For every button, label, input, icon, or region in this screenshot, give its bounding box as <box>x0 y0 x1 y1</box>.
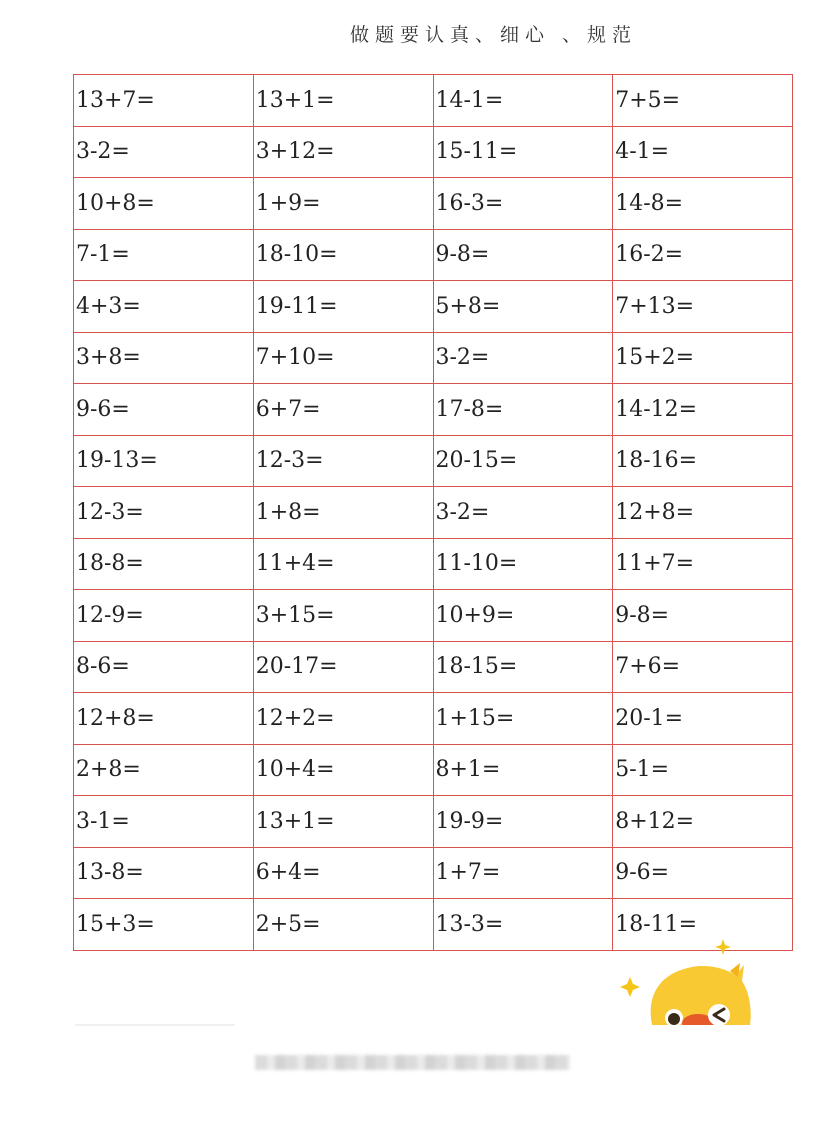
table-row <box>74 847 793 899</box>
problem-cell: 13-3= <box>433 899 613 951</box>
problem-cell: 18-10= <box>253 229 433 281</box>
problem-cell: 7+6= <box>613 641 793 693</box>
table-row <box>74 796 793 848</box>
table-row <box>74 538 793 590</box>
problem-cell: 12+2= <box>253 693 433 745</box>
problem-cell: 17-8= <box>433 384 613 436</box>
problem-cell: 20-15= <box>433 435 613 487</box>
problem-cell: 8+1= <box>433 744 613 796</box>
problem-cell: 1+15= <box>433 693 613 745</box>
problem-cell: 2+5= <box>253 899 433 951</box>
table-row <box>74 487 793 539</box>
blurred-footer-text <box>255 1055 570 1070</box>
problem-cell: 15+2= <box>613 332 793 384</box>
problem-cell: 13+7= <box>74 75 254 127</box>
problem-cell: 16-3= <box>433 178 613 230</box>
problem-cell: 7-1= <box>74 229 254 281</box>
problem-cell: 13+1= <box>253 75 433 127</box>
sparkle-icon <box>715 939 731 955</box>
problem-cell: 10+8= <box>74 178 254 230</box>
problem-cell: 18-8= <box>74 538 254 590</box>
table-row <box>74 435 793 487</box>
problem-cell: 13+1= <box>253 796 433 848</box>
problem-cell: 5+8= <box>433 281 613 333</box>
problem-cell: 12-3= <box>74 487 254 539</box>
problem-cell: 12+8= <box>613 487 793 539</box>
problem-cell: 19-9= <box>433 796 613 848</box>
sparkle-icon <box>620 977 640 997</box>
problem-cell: 12+8= <box>74 693 254 745</box>
problem-cell: 3+12= <box>253 126 433 178</box>
problem-cell: 14-1= <box>433 75 613 127</box>
table-row <box>74 126 793 178</box>
problem-cell: 8+12= <box>613 796 793 848</box>
problem-cell: 9-8= <box>433 229 613 281</box>
table-row <box>74 229 793 281</box>
problem-cell: 19-11= <box>253 281 433 333</box>
table-row <box>74 641 793 693</box>
duck-mascot-icon <box>612 935 762 1025</box>
problem-cell: 12-9= <box>74 590 254 642</box>
problem-cell: 14-12= <box>613 384 793 436</box>
problem-cell: 14-8= <box>613 178 793 230</box>
page-header: 做题要认真、细心 、规范 <box>350 24 638 46</box>
problem-cell: 10+9= <box>433 590 613 642</box>
problem-cell: 9-8= <box>613 590 793 642</box>
problem-cell: 11-10= <box>433 538 613 590</box>
problem-cell: 7+10= <box>253 332 433 384</box>
problem-cell: 18-15= <box>433 641 613 693</box>
problem-cell: 1+8= <box>253 487 433 539</box>
table-row <box>74 178 793 230</box>
problem-cell: 4+3= <box>74 281 254 333</box>
problem-cell: 7+13= <box>613 281 793 333</box>
table-row <box>74 384 793 436</box>
problem-cell: 6+7= <box>253 384 433 436</box>
problem-cell: 9-6= <box>613 847 793 899</box>
problem-cell: 15-11= <box>433 126 613 178</box>
table-row <box>74 693 793 745</box>
problem-cell: 5-1= <box>613 744 793 796</box>
problem-cell: 19-13= <box>74 435 254 487</box>
problem-cell: 11+7= <box>613 538 793 590</box>
problem-cell: 13-8= <box>74 847 254 899</box>
problem-cell: 8-6= <box>74 641 254 693</box>
problem-cell: 12-3= <box>253 435 433 487</box>
problem-cell: 1+9= <box>253 178 433 230</box>
problem-cell: 3-1= <box>74 796 254 848</box>
problem-cell: 3+15= <box>253 590 433 642</box>
problem-cell: 11+4= <box>253 538 433 590</box>
table-row <box>74 744 793 796</box>
problem-cell: 18-16= <box>613 435 793 487</box>
arithmetic-worksheet-table <box>73 74 793 951</box>
problem-cell: 9-6= <box>74 384 254 436</box>
table-row <box>74 332 793 384</box>
table-row <box>74 281 793 333</box>
problem-cell: 3-2= <box>433 332 613 384</box>
problem-cell: 3+8= <box>74 332 254 384</box>
problem-cell: 18-11= <box>613 899 793 951</box>
table-row <box>74 75 793 127</box>
problem-cell: 6+4= <box>253 847 433 899</box>
problem-cell: 1+7= <box>433 847 613 899</box>
problem-cell: 4-1= <box>613 126 793 178</box>
problem-cell: 10+4= <box>253 744 433 796</box>
problem-cell: 3-2= <box>433 487 613 539</box>
problem-cell: 7+5= <box>613 75 793 127</box>
problem-cell: 3-2= <box>74 126 254 178</box>
problem-cell: 16-2= <box>613 229 793 281</box>
problem-cell: 2+8= <box>74 744 254 796</box>
divider <box>75 1024 235 1026</box>
problem-cell: 15+3= <box>74 899 254 951</box>
problem-cell: 20-17= <box>253 641 433 693</box>
problem-cell: 20-1= <box>613 693 793 745</box>
table-row <box>74 590 793 642</box>
